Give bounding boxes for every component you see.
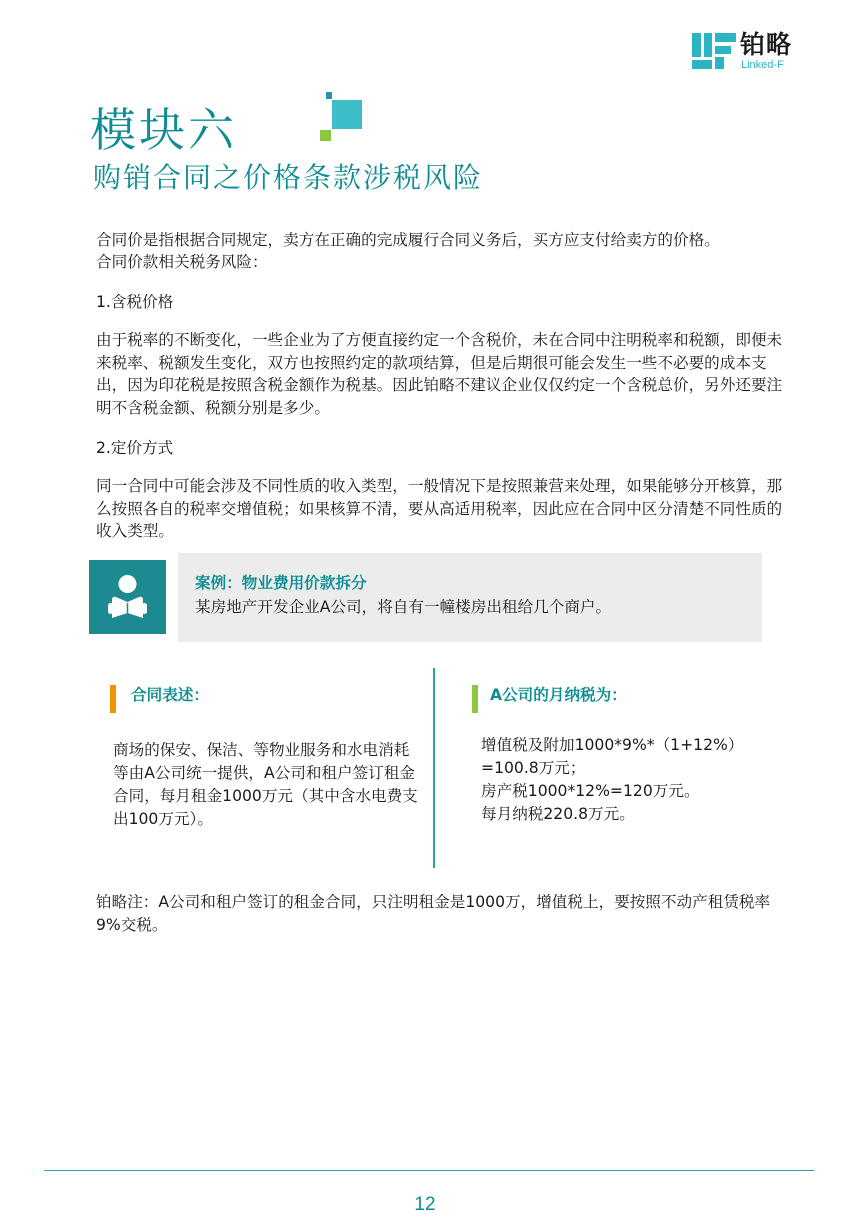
decor-square-small [326,92,332,99]
page-number: 12 [414,1194,436,1215]
contract-statement-text: 商场的保安、保洁、等物业服务和水电消耗等由A公司统一提供，A公司和租户签订租金合同，每月租金1000万元（其中含水电费支出100万元）。 [113,741,418,828]
module-title: 模块六 [90,103,237,157]
decor-square-teal [332,100,362,129]
section-2-heading: 2.定价方式 [96,439,174,457]
tax-line-property: 房产税1000*12%=120万元。 [481,782,700,800]
contract-statement-heading: 合同表述： [131,686,209,704]
section-2-text: 同一合同中可能会涉及不同性质的收入类型，一般情况下是按照兼营来处理，如果能够分开核算，那么按照各自的税率交增值税；如果核算不清，要从高适用税率，因此应在合同中区分清楚不同性质的收入类型。 [96,477,783,540]
section-1-heading: 1.含税价格 [96,293,174,311]
reader-person-icon [89,560,166,634]
tax-line-total: 每月纳税220.8万元。 [481,805,635,823]
column-divider [433,668,435,868]
section-1-text: 由于税率的不断变化，一些企业为了方便直接约定一个含税价，未在合同中注明税率和税额，即便未来税率、税额发生变化，双方也按照约定的款项结算，但是后期很可能会发生一些不必要的成本支出，因为印花税是按照含税金额作为税基。因此铂略不建议企业仅仅约定一个含税总价，另外还要注明不含税金额、税额分别是多少。 [96,331,783,417]
monthly-tax-heading: A公司的月纳税为： [490,686,627,704]
brand-logo [692,31,812,75]
intro-line-2: 合同价款相关税务风险： [96,253,268,271]
module-subtitle: 购销合同之价格条款涉税风险 [93,161,484,194]
note-text: 铂略注：A公司和租户签订的租金合同，只注明租金是1000万，增值税上，要按照不动产租赁税率9%交税。 [96,893,771,934]
case-title: 案例：物业费用价款拆分 [195,574,367,592]
monthly-tax-calculation [481,734,801,826]
tax-line-vat-result: =100.8万元； [481,759,586,777]
case-icon-box [89,560,166,634]
linked-f-logo-icon [692,33,736,71]
right-heading-accent-bar [472,685,478,713]
left-heading-accent-bar [110,685,116,713]
footer-divider [44,1170,814,1171]
logo-chinese-text: 铂略 [740,30,793,59]
intro-line-1: 合同价是指根据合同规定，卖方在正确的完成履行合同义务后，买方应支付给卖方的价格。 [96,231,720,249]
logo-english-text: Linked-F [741,59,784,71]
tax-line-vat: 增值税及附加1000*9%*（1+12%） [481,736,744,754]
case-description: 某房地产开发企业A公司，将自有一幢楼房出租给几个商户。 [195,598,612,616]
decor-square-green [320,130,331,141]
